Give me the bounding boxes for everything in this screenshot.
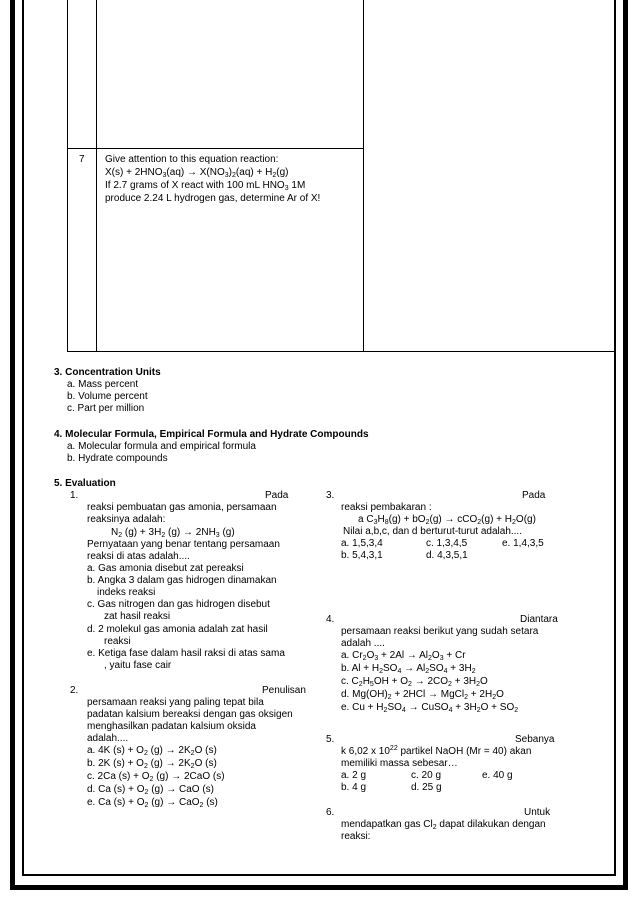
q1-line-1: reaksi pembuatan gas amonia, persamaan bbox=[87, 502, 277, 513]
q3-option-c: c. 1,3,4,5 bbox=[426, 538, 468, 549]
q2-lead: Penulisan bbox=[262, 685, 306, 696]
q2-option-d: d. Ca $(s) + O_2$ (g) → CaO (s) bbox=[87, 784, 214, 796]
q2-option-c: c. 2Ca $(s) + O_2$ (g) → 2CaO (s) bbox=[87, 771, 225, 783]
q4-option-a: a. $Cr_2O_3 + 2Al \to Al_2O_3 + Cr$ bbox=[341, 650, 466, 662]
section-4-heading: 4. Molecular Formula, Empirical Formula and Hydrate Compounds bbox=[54, 429, 369, 440]
q3-option-a: a. 1,5,3,4 bbox=[341, 538, 383, 549]
q5-option-c: c. 20 g bbox=[411, 770, 442, 781]
q3-option-e: e. 1,4,3,5 bbox=[502, 538, 544, 549]
question-7-line-4: produce 2.24 L hydrogen gas, determine Ar of X! bbox=[105, 193, 321, 204]
q1-option-d: d. 2 molekul gas amonia adalah zat hasil bbox=[87, 624, 268, 635]
question-7-line-3: If 2.7 grams of X react with 100 mL $HNO_3$ 1M bbox=[105, 180, 306, 192]
q2-line-1: persamaan reaksi yang paling tepat bila bbox=[87, 697, 264, 708]
q2-option-b: b. 2K $(s) + O_2$ $(g) \to 2K_2O$ (s) bbox=[87, 758, 217, 770]
q2-option-e: e. Ca $(s) + O_2$ (g) → CaO$_2$ (s) bbox=[87, 797, 218, 809]
q5-lead: Sebanya bbox=[515, 734, 555, 745]
section-3-item-a: a. Mass percent bbox=[67, 379, 139, 390]
q3-line-1: reaksi pembakaran : bbox=[341, 502, 432, 513]
q1-option-b-cont: indeks reaksi bbox=[97, 587, 156, 598]
q4-option-d: d. $Mg(OH)_2 + 2HCl$ → MgCl$_2$ + $2H_2O$ bbox=[341, 689, 504, 701]
q6-line-1: mendapatkan gas $Cl_2$ dapat dilakukan dengan bbox=[341, 819, 546, 831]
table-divider-1 bbox=[96, 0, 97, 352]
q4-line-1: persamaan reaksi berikut yang sudah setara bbox=[341, 626, 539, 637]
q4-option-b: b. $Al + H_2SO_4 \to Al_2SO_4 + 3H_2$ bbox=[341, 663, 476, 675]
q1-lead: Pada bbox=[265, 490, 289, 501]
section-4-item-b: b. Hydrate compounds bbox=[67, 453, 168, 464]
q5-option-e: e. 40 g bbox=[482, 770, 513, 781]
table-row-divider bbox=[67, 148, 364, 149]
q1-number: 1. bbox=[70, 490, 79, 501]
q1-equation: $N_2$ $(g) + 3H_2$ $(g) \to 2NH_3$ (g) bbox=[111, 527, 235, 539]
q1-option-c-cont: zat hasil reaksi bbox=[104, 611, 171, 622]
section-3-item-c: c. Part per million bbox=[67, 403, 145, 414]
q4-option-e: e. $Cu + H_2SO_4$ → CuSO$_4$ + $3H_2O + SO_2$ bbox=[341, 702, 519, 714]
q3-option-d: d. 4,3,5,1 bbox=[426, 550, 468, 561]
q5-line-2: memiliki massa sebesar… bbox=[341, 758, 458, 769]
q2-option-a: a. 4K $(s) + O_2$ $(g) \to 2K_2O$ (s) bbox=[87, 745, 217, 757]
q5-option-d: d. 25 g bbox=[411, 782, 442, 793]
q6-lead: Untuk bbox=[524, 807, 551, 818]
q5-option-a: a. 2 g bbox=[341, 770, 367, 781]
section-3-item-b: b. Volume percent bbox=[67, 391, 148, 402]
section-4-item-a: a. Molecular formula and empirical formula bbox=[67, 441, 256, 452]
q5-number: 5. bbox=[326, 734, 335, 745]
q6-line-2: reaksi: bbox=[341, 831, 371, 842]
q1-option-e: e. Ketiga fase dalam hasil raksi di atas sama bbox=[87, 648, 285, 659]
q1-option-c: c. Gas nitrogen dan gas hidrogen disebut bbox=[87, 599, 270, 610]
q3-equation: a $C_3H_8(g) + bO_2(g) \to cCO_2(g) + H_2O(g)$ bbox=[358, 514, 536, 526]
q1-prompt-2: reaksi di atas adalah.... bbox=[87, 551, 190, 562]
q2-line-2: padatan kalsium bereaksi dengan gas oksigen bbox=[87, 709, 293, 720]
q3-lead: Pada bbox=[522, 490, 546, 501]
section-5-heading: 5. Evaluation bbox=[54, 478, 116, 489]
q3-prompt: Nilai a,b,c, dan d berturut-turut adalah.... bbox=[343, 526, 522, 537]
q1-option-b: b. Angka 3 dalam gas hidrogen dinamakan bbox=[87, 575, 277, 586]
table-row-number: 7 bbox=[79, 154, 85, 165]
q4-line-2: adalah .... bbox=[341, 638, 385, 649]
q2-line-4: adalah.... bbox=[87, 733, 129, 744]
question-7-equation: $X(s) + 2HNO_3(aq) \to X(NO_3)_2(aq) + H_2(g)$ bbox=[105, 167, 289, 179]
q2-number: 2. bbox=[70, 685, 79, 696]
q4-number: 4. bbox=[326, 614, 335, 625]
q1-option-e-cont: , yaitu fase cair bbox=[104, 660, 172, 671]
q5-option-b: b. 4 g bbox=[341, 782, 367, 793]
q2-line-3: menghasilkan padatan kalsium oksida bbox=[87, 721, 256, 732]
q3-number: 3. bbox=[326, 490, 335, 501]
question-7-line-1: Give attention to this equation reaction: bbox=[105, 154, 279, 165]
q1-prompt-1: Pernyataan yang benar tentang persamaan bbox=[87, 539, 280, 550]
q4-lead: Diantara bbox=[520, 614, 558, 625]
q1-option-d-cont: reaksi bbox=[104, 636, 131, 647]
q4-option-c: c. $C_2H_5OH + O_2 \to 2CO_2 + 3H_2O$ bbox=[341, 676, 488, 688]
q5-line-1: k 6,02 x $10^{22}$ partikel NaOH (Mr = 40) akan bbox=[341, 745, 532, 757]
table-divider-2 bbox=[363, 0, 364, 352]
q1-option-a: a. Gas amonia disebut zat pereaksi bbox=[87, 563, 244, 574]
q6-number: 6. bbox=[326, 807, 335, 818]
section-3-heading: 3. Concentration Units bbox=[54, 367, 161, 378]
q1-line-2: reaksinya adalah: bbox=[87, 514, 166, 525]
q3-option-b: b. 5,4,3,1 bbox=[341, 550, 383, 561]
